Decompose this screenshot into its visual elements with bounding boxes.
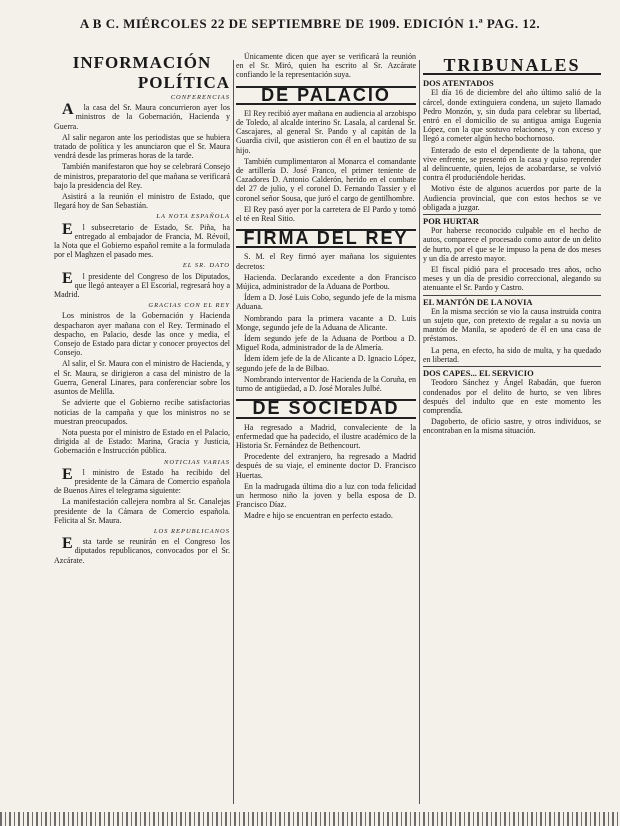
column-palacio-sociedad — [236, 52, 416, 808]
subhead-noticias-varias: NOTICIAS VARIAS — [164, 458, 230, 466]
section-title-firma: FIRMA DEL REY — [236, 229, 416, 248]
subhead-manton-novia: EL MANTÓN DE LA NOVIA — [423, 296, 533, 307]
article-paragraph: También manifestaron que hoy se celebrará Consejo de ministros, preparatorio del que mañana se verificará bajo la presidencia del Rey. — [54, 162, 230, 190]
article-paragraph: El fiscal pidió para el procesado tres años, ocho meses y un día de presidio correccional, alegando su atenuante el Sr. Pardo y Castro. — [423, 265, 601, 293]
article-paragraph: También cumplimentaron al Monarca el comandante de artillería D. José Franco, el primer teniente de Cazadores D. Antonio Calderón, herido en el combate del 27 de julio, y el coronel D. Fernando Tassier y el coronel señor Sousa, que juró el cargo de gentilhombre. — [236, 156, 416, 203]
subhead-nota-espanola: LA NOTA ESPAÑOLA — [156, 213, 230, 221]
column-rule-1 — [233, 60, 234, 804]
article-paragraph: Ídem segundo jefe de la Aduana de Portbou a D. Miguel Roda, administrador de la de Almería. — [236, 334, 416, 353]
section-title-politica: POLÍTICA — [137, 73, 230, 92]
section-title-palacio: DE PALACIO — [236, 86, 416, 105]
article-paragraph: Nombrando interventor de Hacienda de la Coruña, en turno de antigüedad, a D. José Morales Julbé. — [236, 374, 416, 394]
article-paragraph: Ha regresado a Madrid, convaleciente de la enfermedad que ha padecido, el ilustre académico de la Historia Sr. Fernández de Bethencourt. — [236, 422, 416, 450]
column-informacion-politica — [54, 52, 230, 808]
article-paragraph: El Rey pasó ayer por la carretera de El Pardo y tomó el té en Real Sitio. — [236, 204, 416, 224]
column-rule-2 — [419, 60, 420, 804]
article-paragraph: Enterado de esto el dependiente de la tahona, que vive enfrente, se presentó en la casa y quiso reprender al delincuente, quien, lejos de acobardarse, se volvió contra él produciéndole heridas. — [423, 145, 601, 183]
article-paragraph: Nota puesta por el ministro de Estado en el Palacio, dirigida al de Estado: Marina, Gracia y Justicia, Gobernación e Instrucción pública. — [54, 427, 230, 456]
article-paragraph: Por haberse reconocido culpable en el hecho de autos, comparece el procesado como autor de un delito de hurto, por el que se le impuso la pena de dos meses y un día de arresto mayor. — [423, 226, 601, 263]
article-paragraph: Únicamente dicen que ayer se verificará la reunión en el Sr. Miró, quien ha escrito al Sr. Azcárate confiando le la representación suya. — [236, 52, 416, 80]
article-paragraph: Procedente del extranjero, ha regresado a Madrid después de su viaje, el eminente doctor D. Francisco Huertas. — [236, 452, 416, 480]
subhead-dos-atentados: DOS ATENTADOS — [423, 78, 494, 89]
subhead-gracias: GRACIAS CON EL REY — [148, 302, 230, 310]
article-paragraph: Motivo éste de algunos acuerdos por parte de la Audiencia provincial, que con estos hechos se ve obligada a juzgar. — [423, 184, 601, 212]
article-paragraph: En la misma sección se vio la causa instruida contra un sujeto que, con pretexto de regalar a su novia un mantón de Manila, se apoderó de él en una casa de préstamos. — [423, 306, 601, 344]
section-title-tribunales: TRIBUNALES — [423, 58, 601, 75]
article-paragraph: El ministro de Estado ha recibido del presidente de la Cámara de Comercio española de Buenos Aires el telegrama siguiente: — [54, 465, 230, 496]
article-paragraph: Madre e hijo se encuentran en perfecto estado. — [244, 511, 393, 521]
article-paragraph: Nombrando para la primera vacante a D. Luis Monge, segundo jefe de la Aduana de Alicante. — [236, 313, 416, 332]
article-paragraph: Ala casa del Sr. Maura concurrieron ayer los ministros de la Gobernación, Hacienda y Guerra. — [54, 101, 230, 131]
divider — [423, 295, 601, 296]
article-paragraph: El presidente del Congreso de los Diputados, que llegó anteayer a El Escorial, regresará hoy a Madrid. — [54, 269, 230, 300]
article-paragraph: Ídem a D. José Luis Cobo, segundo jefe de la misma Aduana. — [236, 293, 416, 312]
article-paragraph: Al salir negaron ante los periodistas que se hubiera tratado de política y les anunciaron que el Sr. Maura vendrá desde las primeras horas de la tarde. — [54, 132, 230, 161]
article-paragraph: El subsecretario de Estado, Sr. Piña, ha entregado al embajador de Francia, M. Révoil, la Nota que el Gobierno español remite a la formulada por el Maghzen el pasado mes. — [54, 220, 230, 260]
divider — [423, 366, 601, 367]
column-tribunales — [423, 52, 601, 808]
article-paragraph: En la madrugada última dio a luz con toda felicidad un hermoso niño la joven y bella esposa de D. Francisco Díaz. — [236, 481, 416, 510]
article-paragraph: Los ministros de la Gobernación y Hacienda despacharon ayer mañana con el Rey. Terminado el despacho, en Palacio, desde las once y media, el Consejo de Estado para dictar y conocer proyectos del Consejo. — [54, 311, 230, 358]
article-paragraph: Al salir, el Sr. Maura con el ministro de Hacienda, y el Sr. Maura, se dirigieron a casa del ministro de la Guerra, General Linares, para conferenciar sobre los asuntos de Melilla. — [54, 359, 230, 397]
section-title-sociedad: DE SOCIEDAD — [236, 399, 416, 418]
article-paragraph: Dagoberto, de oficio sastre, y otros individuos, se encontraban en la misma situación. — [423, 417, 601, 436]
subhead-conferencias: CONFERENCIAS — [170, 94, 230, 101]
subhead-dos-capes: DOS CAPES... EL SERVICIO — [423, 368, 534, 379]
section-title-informacion: INFORMACIÓN — [72, 53, 212, 72]
subhead-republicanos: LOS REPUBLICANOS — [153, 527, 230, 535]
divider — [423, 214, 601, 215]
article-paragraph: Esta tarde se reunirán en el Congreso los diputados republicanos, convocados por el Sr. Azcárate. — [54, 535, 230, 565]
article-paragraph: Se advierte que el Gobierno recibe satisfactorias noticias de la campaña y que los ministros no se muestran preocupados. — [54, 398, 230, 426]
article-paragraph: El Rey recibió ayer mañana en audiencia al arzobispo de Toledo, al alcalde interino Sr. Lasala, al cardenal Sr. Cascajares, al general Sr. Pando y al capitán de la Guardia civil, que asistieron con él en el bautizo de su hijo. — [236, 108, 416, 155]
article-paragraph: La manifestación callejera nombra al Sr. Canalejas presidente de la Cámara de Comercio española. Felicita al Sr. Maura. — [54, 497, 230, 525]
subhead-sr-dato: EL SR. DATO — [182, 262, 230, 270]
article-paragraph: S. M. el Rey firmó ayer mañana los siguientes decretos: — [236, 252, 416, 271]
article-paragraph: Ídem ídem jefe de la de Alicante a D. Ignacio López, segundo jefe de la de Bilbao. — [236, 354, 416, 373]
scan-edge-strip — [0, 812, 620, 826]
article-paragraph: El día 16 de diciembre del año último salió de la cárcel, donde extinguiera condena, un sujeto llamado Pedro Monzón, y, sin duda para celebrar su libertad, entró en el domicilio de su antigua amiga Eugenia López, con la que sostuvo relaciones, y con exceso y llegó a cometer algún hecho bochornoso. — [423, 88, 601, 144]
article-paragraph: Teodoro Sánchez y Ángel Rabadán, que fueron condenados por el delito de hurto, se ven libres después del indulto que en este momento les comprendía. — [423, 378, 601, 415]
article-paragraph: Asistirá a la reunión el ministro de Estado, que llegará hoy de San Sebastián. — [54, 192, 230, 211]
article-paragraph: La pena, en efecto, ha sido de multa, y ha quedado en libertad. — [423, 345, 601, 364]
article-paragraph: Hacienda. Declarando excedente a don Francisco Mújica, administrador de la Aduana de Portbou. — [236, 272, 416, 292]
page-header: A B C. MIÉRCOLES 22 DE SEPTIEMBRE DE 1909. EDICIÓN 1.ª PAG. 12. — [79, 16, 541, 31]
subhead-por-hurtar: POR HURTAR — [423, 216, 479, 227]
